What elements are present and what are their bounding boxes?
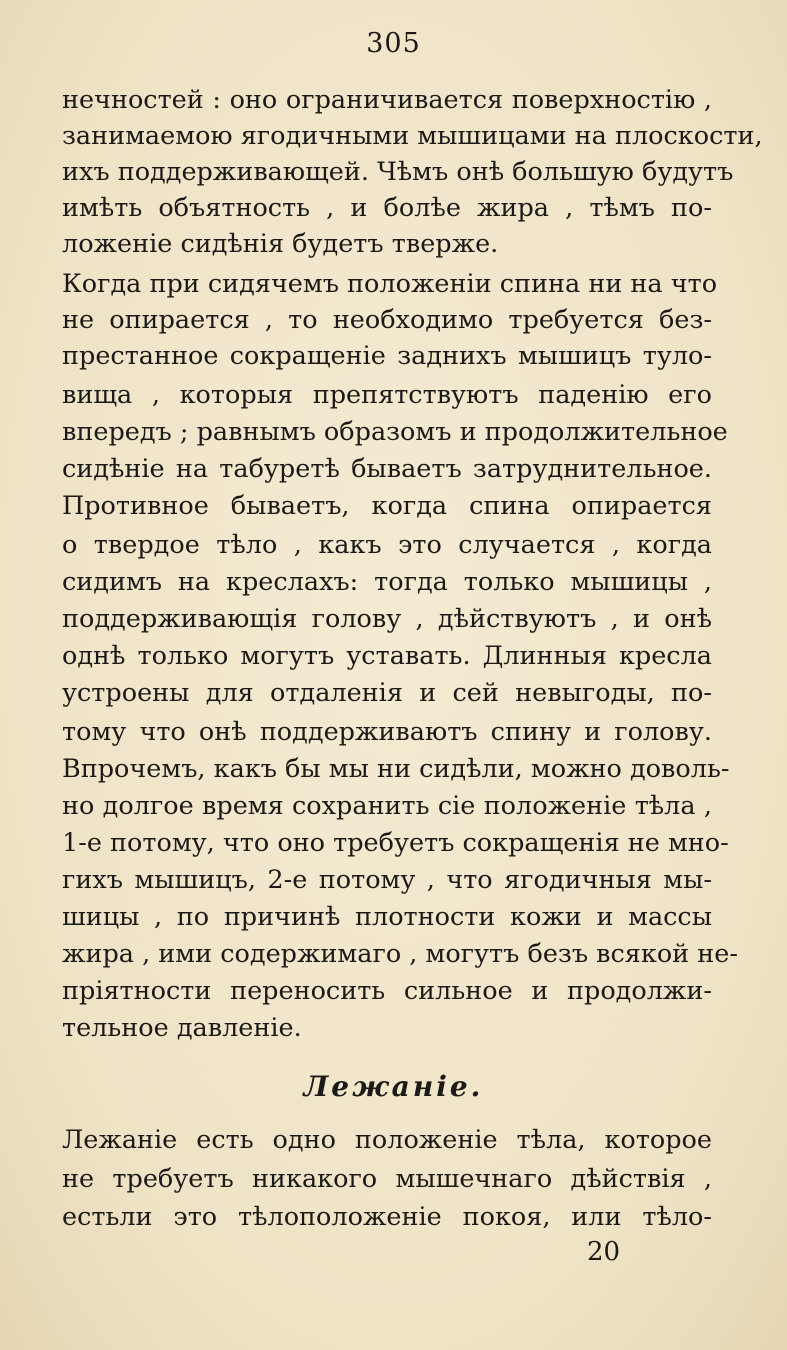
text-line: однѣ только могутъ уставать. Длинныя кресла bbox=[62, 641, 712, 671]
text-line: вища , которыя препятствуютъ паденію его bbox=[62, 380, 712, 410]
text-line: нечностей : оно ограничивается поверхностію , bbox=[62, 85, 712, 115]
page-number: 305 bbox=[366, 28, 421, 59]
text-line: Когда при сидячемъ положеніи спина ни на что bbox=[62, 269, 718, 299]
text-line: занимаемою ягодичными мышицами на плоскости, bbox=[62, 121, 763, 151]
text-line: имѣть объятность , и болѣе жира , тѣмъ по- bbox=[62, 193, 712, 223]
text-line: поддерживающія голову , дѣйствуютъ , и онѣ bbox=[62, 604, 712, 634]
text-line: Впрочемъ, какъ бы мы ни сидѣли, можно доволь- bbox=[62, 754, 730, 784]
signature-mark: 20 bbox=[587, 1237, 621, 1267]
section-heading: Лежаніе. bbox=[303, 1070, 484, 1103]
text-line: устроены для отдаленія и сей невыгоды, по- bbox=[62, 678, 712, 708]
text-line: впередъ ; равнымъ образомъ и продолжительное bbox=[62, 417, 728, 447]
text-line: ложеніе сидѣнія будетъ тверже. bbox=[62, 229, 499, 259]
text-line: сидимъ на креслахъ: тогда только мышицы , bbox=[62, 567, 712, 597]
text-line: сидѣніе на табуретѣ бываетъ затруднительное. bbox=[62, 454, 712, 484]
text-line: гихъ мышицъ, 2-е потому , что ягодичныя мы- bbox=[62, 865, 712, 895]
text-line: тому что онѣ поддерживаютъ спину и голову. bbox=[62, 717, 712, 747]
text-line: о твердое тѣло , какъ это случается , когда bbox=[62, 530, 712, 560]
text-line: пріятности переносить сильное и продолжи- bbox=[62, 976, 712, 1006]
text-line: естьли это тѣлоположеніе покоя, или тѣло- bbox=[62, 1202, 712, 1232]
text-line: не опирается , то необходимо требуется без- bbox=[62, 305, 712, 335]
text-line: но долгое время сохранить сіе положеніе тѣла , bbox=[62, 791, 712, 821]
text-line: жира , ими содержимаго , могутъ безъ всякой не- bbox=[62, 939, 738, 969]
text-line: тельное давленіе. bbox=[62, 1013, 302, 1043]
text-line: 1-е потому, что оно требуетъ сокращенія не мно- bbox=[62, 828, 729, 858]
text-line: Противное бываетъ, когда спина опирается bbox=[62, 491, 712, 521]
text-line: престанное сокращеніе заднихъ мышицъ туло- bbox=[62, 341, 712, 371]
text-line: шицы , по причинѣ плотности кожи и массы bbox=[62, 902, 712, 932]
text-line: не требуетъ никакого мышечнаго дѣйствія , bbox=[62, 1164, 712, 1194]
text-line: Лежаніе есть одно положеніе тѣла, которое bbox=[62, 1125, 712, 1155]
text-line: ихъ поддерживающей. Чѣмъ онѣ большую будутъ bbox=[62, 157, 734, 187]
